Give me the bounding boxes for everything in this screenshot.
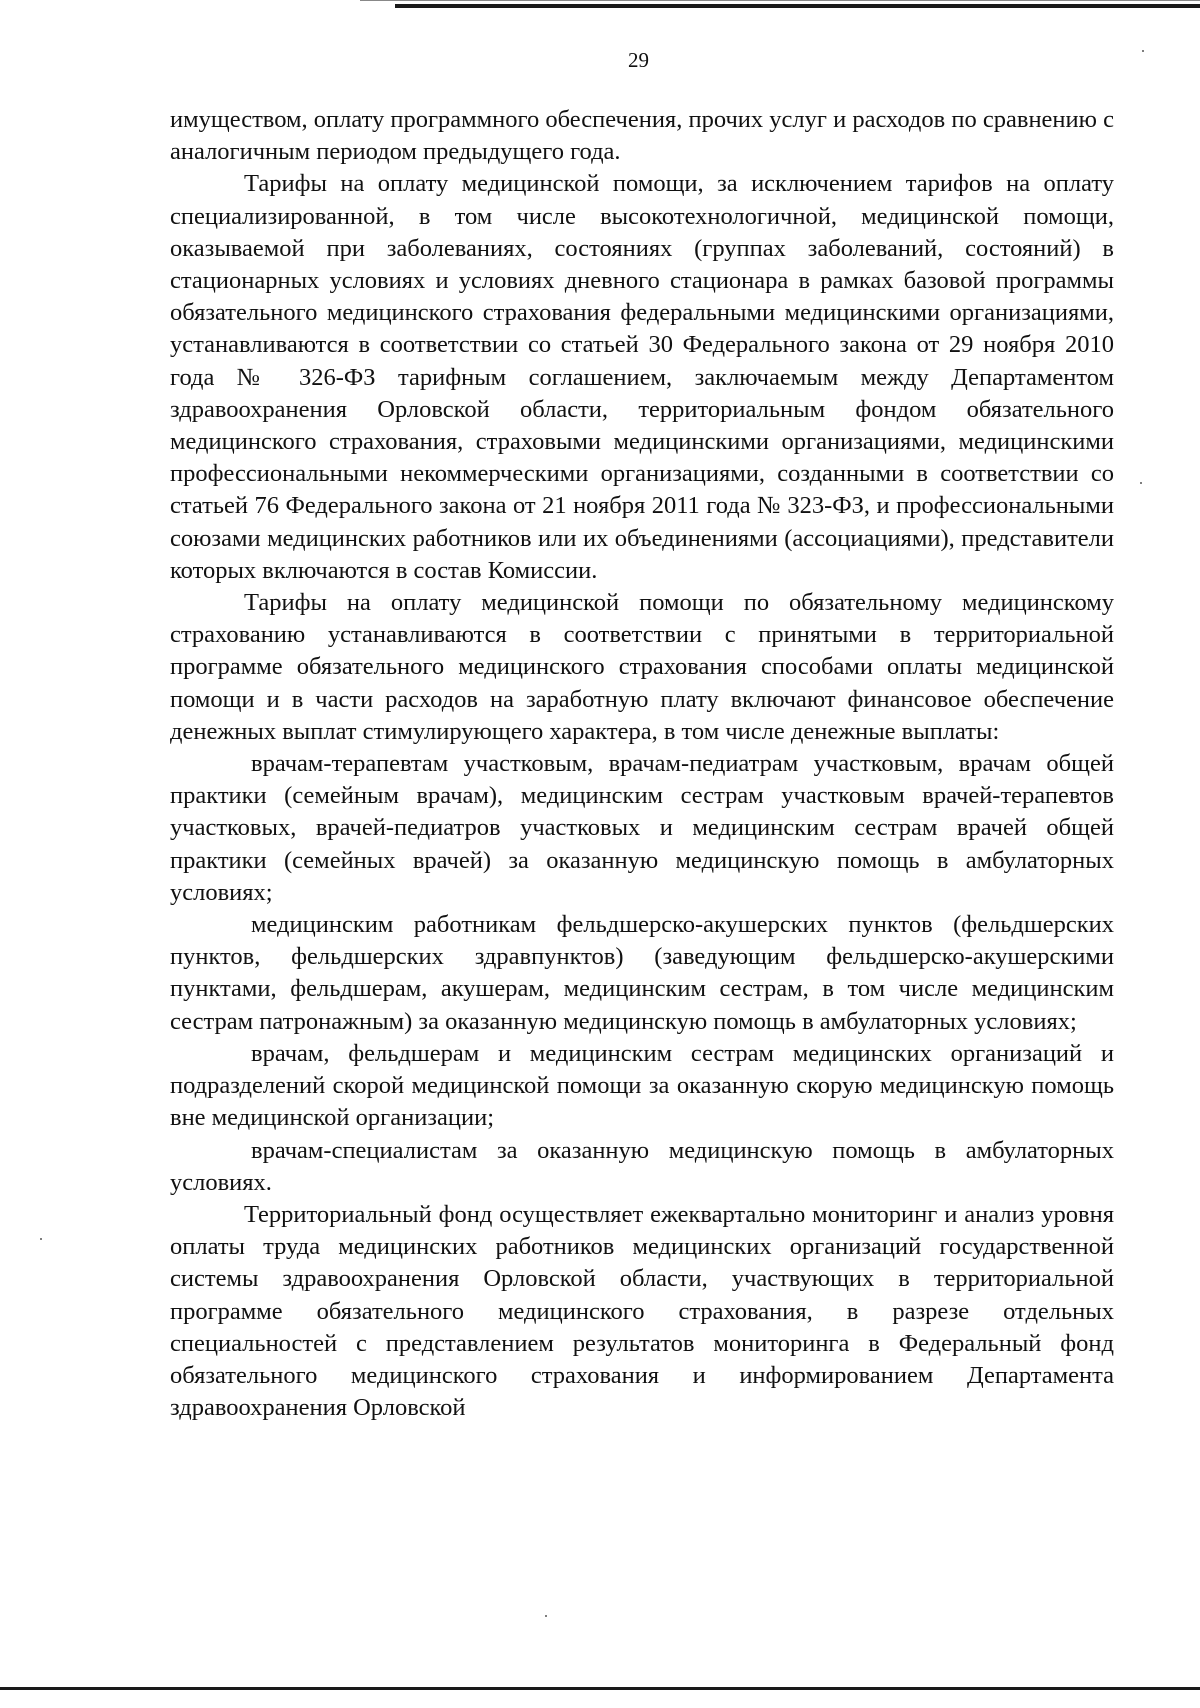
paragraph-tariffs-exceptions: Тарифы на оплату медицинской помощи, за исключением тарифов на оплату специализированной, в том числе высокотехнологичной, медицинской помощи, оказываемой при заболеваниях, состояниях (группах заболеваний, состояний) в стационарных условиях и условиях дневного стационара в рамках базовой программы обязательного медицинского страхования федеральными медицинскими организациями, устанавливаются в соответствии со статьей 30 Федерального закона от 29 ноября 2010 года № 326-ФЗ тарифным соглашением, заключаемым между Департаментом здравоохранения Орловской области, территориальным фондом обязательного медицинского страхования, страховыми медицинскими организациями, медицинскими профессиональными некоммерческими организациями, созданными в соответствии со статьей 76 Федерального закона от 21 ноября 2011 года № 323-ФЗ, и профессиональными союзами медицинских работников или их объединениями (ассоциациями), представители которых включаются в состав Комиссии. bbox=[170, 170, 1114, 584]
scan-speck bbox=[1140, 482, 1142, 484]
list-item-district-doctors: врачам-терапевтам участковым, врачам-педиатрам участковым, врачам общей практики (семейным врачам), медицинским сестрам участковым врачей-терапевтов участковых, врачей-педиатров участковых и медицинским сестрам врачей общей практики (семейных врачей) за оказанную медицинскую помощь в амбулаторных условиях; bbox=[170, 750, 1114, 906]
scan-edge-line-thin bbox=[360, 0, 1200, 1]
scan-speck bbox=[545, 1615, 547, 1617]
scan-edge-line-top bbox=[395, 4, 1200, 8]
scan-speck bbox=[40, 1238, 42, 1240]
page-number: 29 bbox=[628, 48, 649, 72]
document-body bbox=[170, 104, 1114, 1424]
list-item-specialists: врачам-специалистам за оказанную медицинскую помощь в амбулаторных условиях. bbox=[170, 1136, 1114, 1196]
paragraph-continuation: имуществом, оплату программного обеспечения, прочих услуг и расходов по сравнению с аналогичным периодом предыдущего года. bbox=[170, 106, 1114, 166]
list-item-feldsher-stations: медицинским работникам фельдшерско-акушерских пунктов (фельдшерских пунктов, фельдшерских здравпунктов) (заведующим фельдшерско-акушерскими пунктами, фельдшерам, акушерам, медицинским сестрам, в том числе медицинским сестрам патронажным) за оказанную медицинскую помощь в амбулаторных условиях; bbox=[170, 911, 1114, 1035]
list-item-emergency-care: врачам, фельдшерам и медицинским сестрам медицинских организаций и подразделений скорой медицинской помощи за оказанную скорую медицинскую помощь вне медицинской организации; bbox=[170, 1039, 1114, 1132]
scan-edge-line-bottom bbox=[0, 1687, 1200, 1690]
paragraph-tariffs-oms: Тарифы на оплату медицинской помощи по обязательному медицинскому страхованию устанавливаются в соответствии с принятыми в территориальной программе обязательного медицинского страхования способами оплаты медицинской помощи и в части расходов на заработную плату включают финансовое обеспечение денежных выплат стимулирующего характера, в том числе денежные выплаты: bbox=[170, 589, 1114, 745]
paragraph-monitoring: Территориальный фонд осуществляет ежеквартально мониторинг и анализ уровня оплаты труда медицинских работников медицинских организаций государственной системы здравоохранения Орловской области, участвующих в территориальной программе обязательного медицинского страхования, в разрезе отдельных специальностей с представлением результатов мониторинга в Федеральный фонд обязательного медицинского страхования и информированием Департамента здравоохранения Орловской bbox=[170, 1200, 1114, 1422]
scan-speck bbox=[1142, 50, 1144, 52]
